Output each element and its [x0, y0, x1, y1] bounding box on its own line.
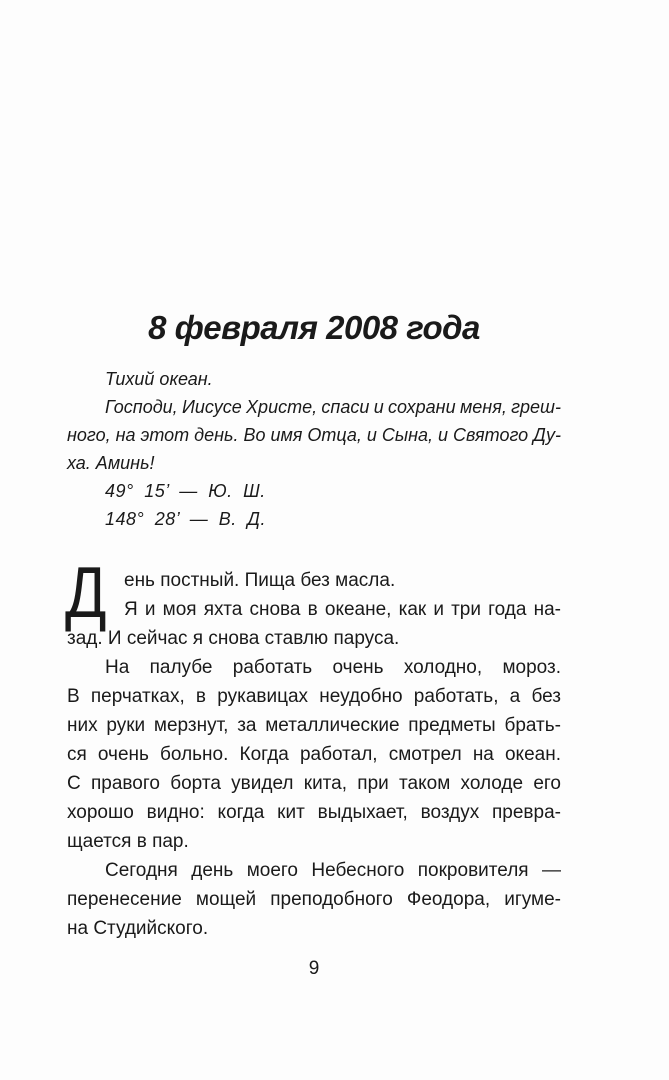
body-line — [124, 566, 561, 595]
intro-line — [105, 393, 561, 421]
intro-line-text: Господи, Иисусе Христе, спаси и сохрани меня, греш- — [105, 397, 561, 417]
latitude-text: 49° 15’ — Ю. Ш. — [105, 481, 266, 501]
body-line — [105, 856, 561, 885]
intro-line — [67, 421, 561, 449]
body-line-text: щается в пар. — [67, 831, 189, 852]
body-line — [67, 711, 561, 740]
body-line-text: На палубе работать очень холодно, мороз. — [105, 657, 561, 678]
body-line-text: С правого борта увидел кита, при таком холоде его — [67, 773, 561, 794]
longitude-text: 148° 28’ — В. Д. — [105, 509, 266, 529]
body-line — [124, 595, 561, 624]
longitude-line — [105, 505, 561, 533]
body-line-text: Я и моя яхта снова в океане, как и три года на- — [124, 599, 561, 620]
intro-line-text: ного, на этот день. Во имя Отца, и Сына, и Святого Ду- — [67, 425, 561, 445]
body-line-text: ся очень больно. Когда работал, смотрел на океан. — [67, 744, 561, 765]
body-line — [67, 740, 561, 769]
diary-body — [65, 553, 561, 943]
intro-line — [67, 449, 561, 477]
text-column — [67, 0, 561, 983]
intro-line-text: Тихий океан. — [105, 369, 213, 389]
body-line-text: перенесение мощей преподобного Феодора, игуме- — [67, 889, 561, 910]
body-line-text: зад. И сейчас я снова ставлю паруса. — [67, 628, 400, 649]
drop-cap: Д — [65, 553, 107, 633]
body-line-text: них руки мерзнут, за металлические предметы брать- — [67, 715, 561, 736]
body-line-text: на Студийского. — [67, 918, 209, 939]
body-line — [67, 885, 561, 914]
body-line-text: В перчатках, в рукавицах неудобно работать, а без — [67, 686, 561, 707]
body-line-text: ень постный. Пища без масла. — [124, 570, 396, 591]
body-line — [67, 682, 561, 711]
intro-line — [105, 365, 561, 393]
body-line-text: хорошо видно: когда кит выдыхает, воздух превра- — [67, 802, 561, 823]
chapter-title: 8 февраля 2008 года — [148, 309, 480, 346]
intro-line-text: ха. Аминь! — [67, 453, 155, 473]
body-line — [67, 798, 561, 827]
latitude-line — [105, 477, 561, 505]
body-line — [67, 769, 561, 798]
body-line-text: Сегодня день моего Небесного покровителя — — [105, 860, 561, 881]
intro-section — [67, 365, 561, 533]
body-line — [67, 827, 561, 856]
body-line — [67, 914, 561, 943]
page-number: 9 — [308, 958, 320, 979]
body-line — [67, 624, 561, 653]
body-line — [105, 653, 561, 682]
